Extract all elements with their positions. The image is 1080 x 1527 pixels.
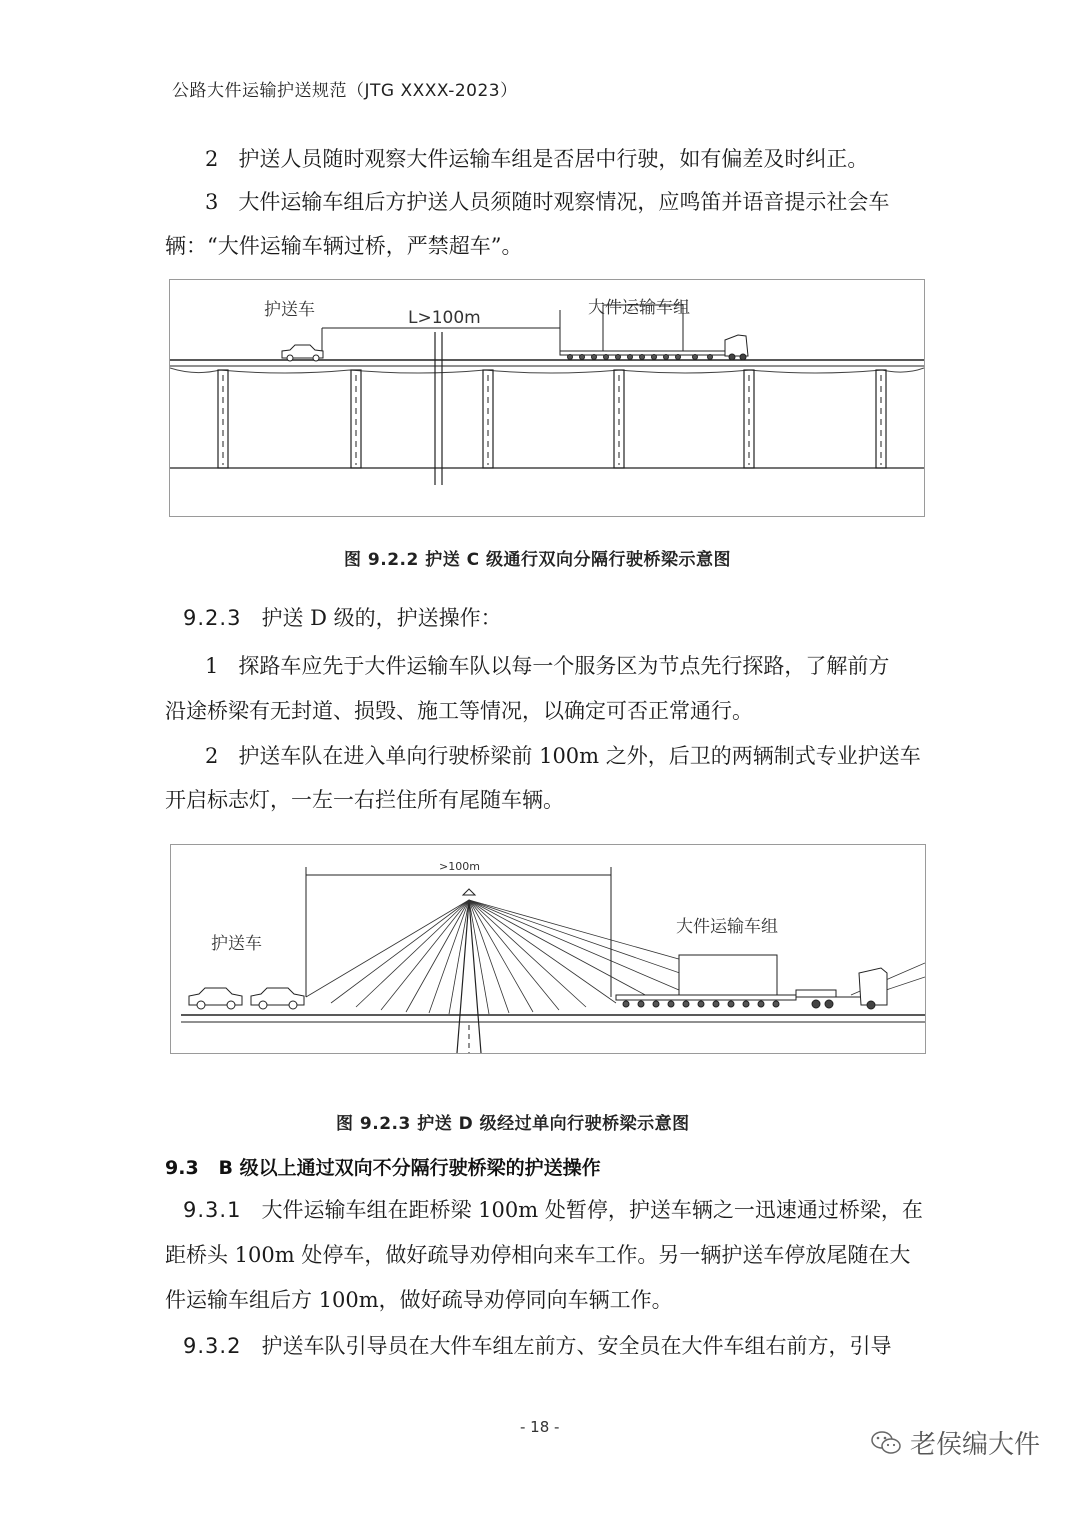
- escort-car-icon: [282, 345, 323, 361]
- watermark: [870, 1424, 1040, 1461]
- convoy-label: 大件运输车组: [676, 917, 778, 937]
- section-9-3-1-line3: 件运输车组后方 100m，做好疏导劝停同向车辆工作。: [165, 1288, 673, 1312]
- section-text-line1: 护送车队引导员在大件车组左前方、安全员在大件车组右前方，引导: [261, 1334, 892, 1358]
- cable-stayed-bridge-diagram: [171, 845, 925, 1053]
- page-number: - 18 -: [520, 1418, 560, 1436]
- item-text-line1: 大件运输车组后方护送人员须随时观察情况，应鸣笛并语音提示社会车: [238, 190, 890, 214]
- figure-9-2-3: [170, 844, 926, 1054]
- list-item-2: [205, 734, 921, 778]
- distance-label: >100m: [439, 860, 480, 873]
- convoy-label: 大件运输车组: [588, 298, 690, 318]
- item-text: 护送人员随时观察大件运输车组是否居中行驶，如有偏差及时纠正。: [238, 147, 869, 171]
- list-item-3-continued: 辆：“大件运输车辆过桥，严禁超车”。: [165, 234, 523, 258]
- figure-caption-9-2-2: 图 9.2.2 护送 C 级通行双向分隔行驶桥梁示意图: [344, 550, 732, 570]
- heavy-transport-truck-icon: [616, 955, 887, 1009]
- figure-caption-9-2-3: 图 9.2.3 护送 D 级经过单向行驶桥梁示意图: [336, 1114, 690, 1134]
- section-text: 护送 D 级的，护送操作：: [261, 606, 502, 630]
- item-number: 2: [205, 744, 219, 768]
- section-title: B 级以上通过双向不分隔行驶桥梁的护送操作: [218, 1157, 601, 1179]
- item-text-line1: 护送车队在进入单向行驶桥梁前 100m 之外，后卫的两辆制式专业护送车: [238, 744, 921, 768]
- bridge-diagram-c: [170, 280, 924, 516]
- section-number: 9.2.3: [183, 606, 242, 630]
- list-item-2: [205, 137, 868, 181]
- escort-car-label: 护送车: [211, 934, 262, 954]
- item-number: 2: [205, 147, 219, 171]
- running-header: 公路大件运输护送规范（JTG XXXX-2023）: [172, 81, 518, 101]
- escort-car-icon: [189, 988, 242, 1009]
- section-9-3-1-line2: 距桥头 100m 处停车，做好疏导劝停相向来车工作。另一辆护送车停放尾随在大: [165, 1243, 911, 1267]
- distance-label: L>100m: [408, 308, 481, 328]
- section-number: 9.3: [165, 1157, 199, 1179]
- figure-9-2-2: [169, 279, 925, 517]
- section-9-3-1: [183, 1188, 923, 1232]
- wechat-icon: [870, 1429, 902, 1457]
- section-9-2-3-heading: [183, 596, 502, 640]
- item-number: 1: [205, 654, 219, 678]
- section-9-3-2: [183, 1324, 891, 1368]
- item-text-line1: 探路车应先于大件运输车队以每一个服务区为节点先行探路，了解前方: [238, 654, 890, 678]
- section-text-line1: 大件运输车组在距桥梁 100m 处暂停，护送车辆之一迅速通过桥梁，在: [261, 1198, 923, 1222]
- section-number: 9.3.2: [183, 1334, 242, 1358]
- section-number: 9.3.1: [183, 1198, 242, 1222]
- list-item-1-continued: 沿途桥梁有无封道、损毁、施工等情况，以确定可否正常通行。: [165, 699, 753, 723]
- escort-car-label: 护送车: [264, 300, 315, 320]
- section-9-3-heading: [165, 1153, 601, 1180]
- list-item-1: [205, 644, 889, 688]
- escort-car-icon: [251, 988, 304, 1009]
- item-number: 3: [205, 190, 219, 214]
- list-item-2-continued: 开启标志灯，一左一右拦住所有尾随车辆。: [165, 788, 564, 812]
- list-item-3: [205, 180, 889, 224]
- watermark-text: 老侯编大件: [910, 1430, 1041, 1460]
